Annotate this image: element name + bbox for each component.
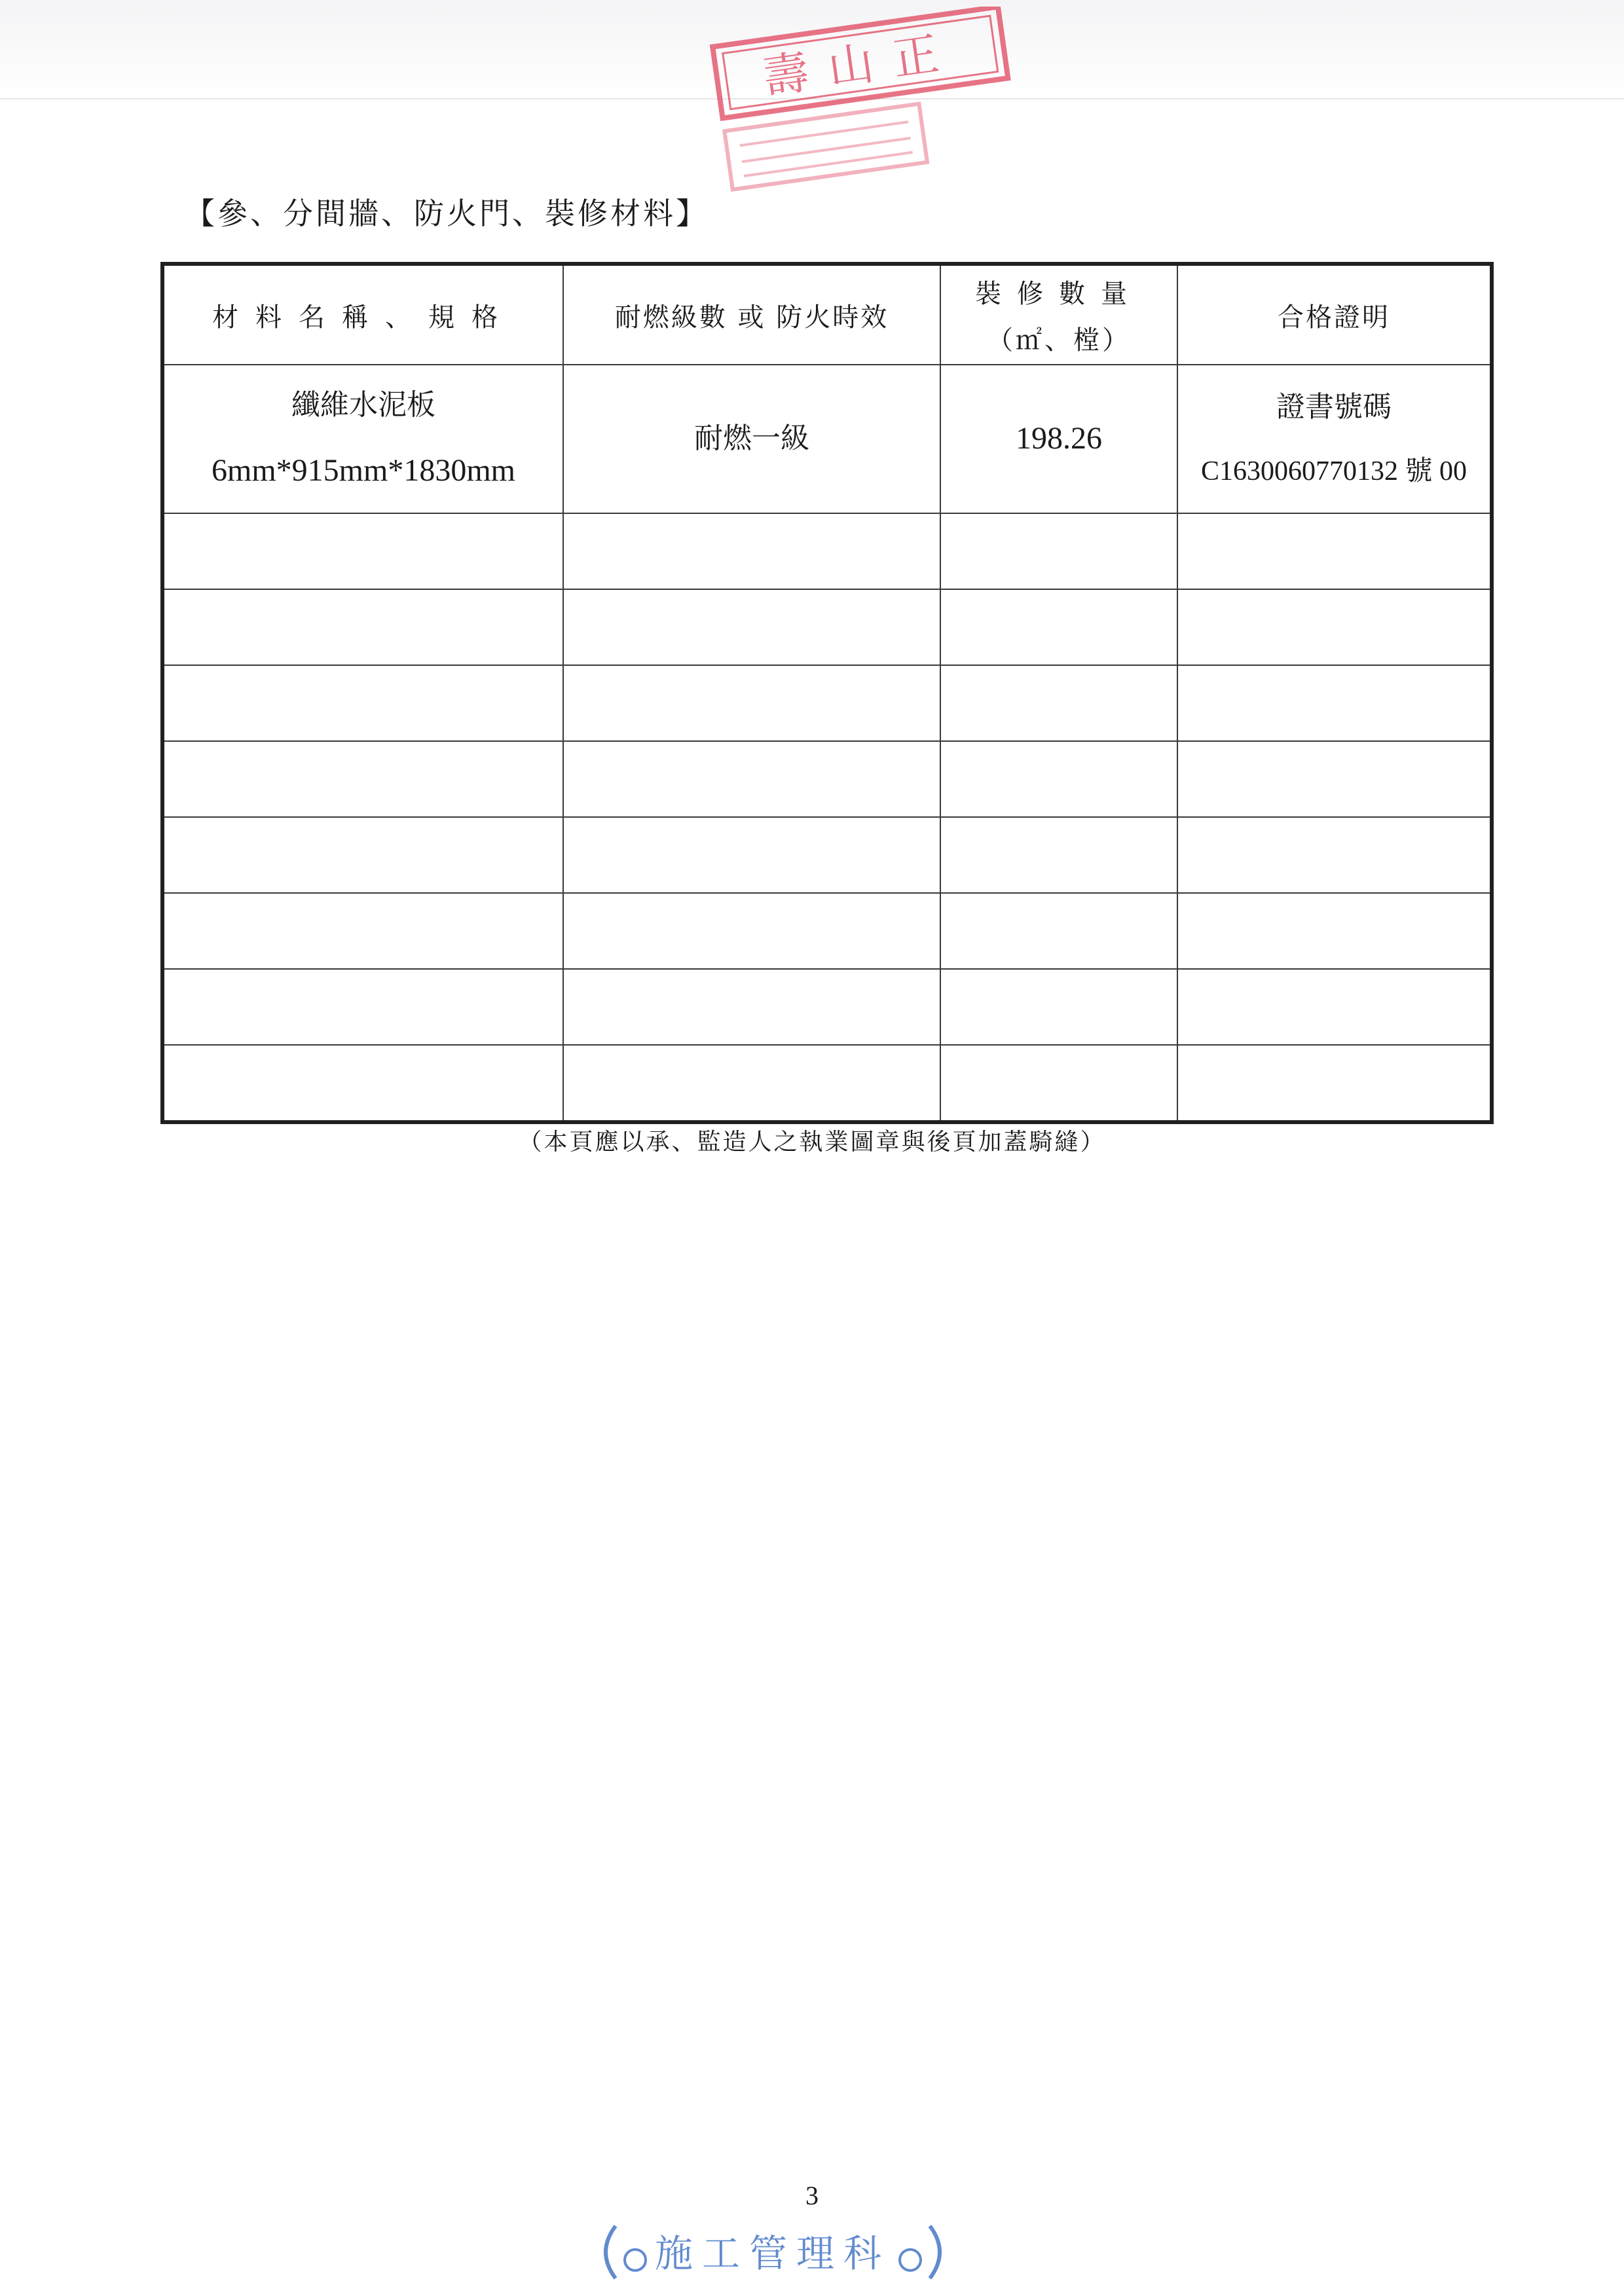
table-row [162, 1045, 1492, 1122]
header-certificate [1177, 264, 1492, 365]
table-row [162, 969, 1492, 1045]
table-cell [940, 589, 1177, 665]
header-rating-label: 耐燃級數 或 防火時效 [614, 302, 889, 333]
table-cell [162, 665, 563, 741]
table-cell [940, 1045, 1177, 1122]
table-cell [940, 513, 1177, 589]
table-row [162, 665, 1492, 741]
cell-certificate [1177, 365, 1492, 513]
header-quantity-label: 裝修數量 [975, 279, 1143, 309]
table-cell [162, 817, 563, 893]
cell-quantity [940, 365, 1177, 513]
table-row [162, 741, 1492, 817]
table-cell [162, 589, 563, 665]
material-spec: 6mm*915mm*1830mm [211, 453, 515, 488]
table-cell [162, 893, 563, 969]
table-cell [563, 817, 940, 893]
table-cell [1177, 817, 1492, 893]
table-cell [1177, 741, 1492, 817]
cell-rating [563, 365, 940, 513]
footnote: （本頁應以承、監造人之執業圖章與後頁加蓋騎縫） [518, 1129, 1106, 1156]
cell-material [162, 365, 563, 513]
table-cell [1177, 893, 1492, 969]
header-certificate-label: 合格證明 [1278, 302, 1390, 333]
svg-text:壽山正: 壽山正 [759, 24, 962, 105]
table-cell [563, 1045, 940, 1122]
header-material-label: 材料名稱、規格 [212, 302, 515, 333]
table-cell [1177, 589, 1492, 665]
table-cell [1177, 969, 1492, 1045]
table-row [162, 893, 1492, 969]
table-cell [563, 893, 940, 969]
section-title: 【參、分間牆、防火門、裝修材料】 [185, 196, 709, 231]
table-row [162, 817, 1492, 893]
table-row [162, 513, 1492, 589]
certificate-label: 證書號碼 [1276, 390, 1392, 424]
certificate-number: C1630060770132 號 00 [1200, 456, 1467, 486]
materials-table [160, 262, 1494, 1124]
header-material [162, 264, 563, 365]
header-rating [563, 264, 940, 365]
table-cell [940, 969, 1177, 1045]
red-seal-stamp [694, 7, 1035, 196]
blue-seal-stamp [589, 2219, 956, 2285]
table-cell [1177, 665, 1492, 741]
table-cell [940, 817, 1177, 893]
material-name: 纖維水泥板 [291, 388, 435, 422]
table-cell [162, 513, 563, 589]
table-cell [1177, 1045, 1492, 1122]
table-cell [563, 513, 940, 589]
table-row [162, 365, 1492, 513]
table-cell [563, 589, 940, 665]
rating-value: 耐燃一級 [694, 422, 809, 456]
table-cell [940, 665, 1177, 741]
table-cell [1177, 513, 1492, 589]
page-number: 3 [805, 2181, 819, 2210]
header-quantity-unit: （㎡、樘） [987, 325, 1131, 355]
table-cell [563, 665, 940, 741]
table-row [162, 589, 1492, 665]
table-cell [563, 741, 940, 817]
svg-text:施工管理科: 施工管理科 [654, 2231, 891, 2276]
quantity-value: 198.26 [1016, 421, 1102, 456]
table-cell [162, 1045, 563, 1122]
table-cell [940, 893, 1177, 969]
table-cell [563, 969, 940, 1045]
table-header-row [162, 264, 1492, 365]
table-cell [162, 741, 563, 817]
table-cell [940, 741, 1177, 817]
header-quantity [940, 264, 1177, 365]
table-cell [162, 969, 563, 1045]
